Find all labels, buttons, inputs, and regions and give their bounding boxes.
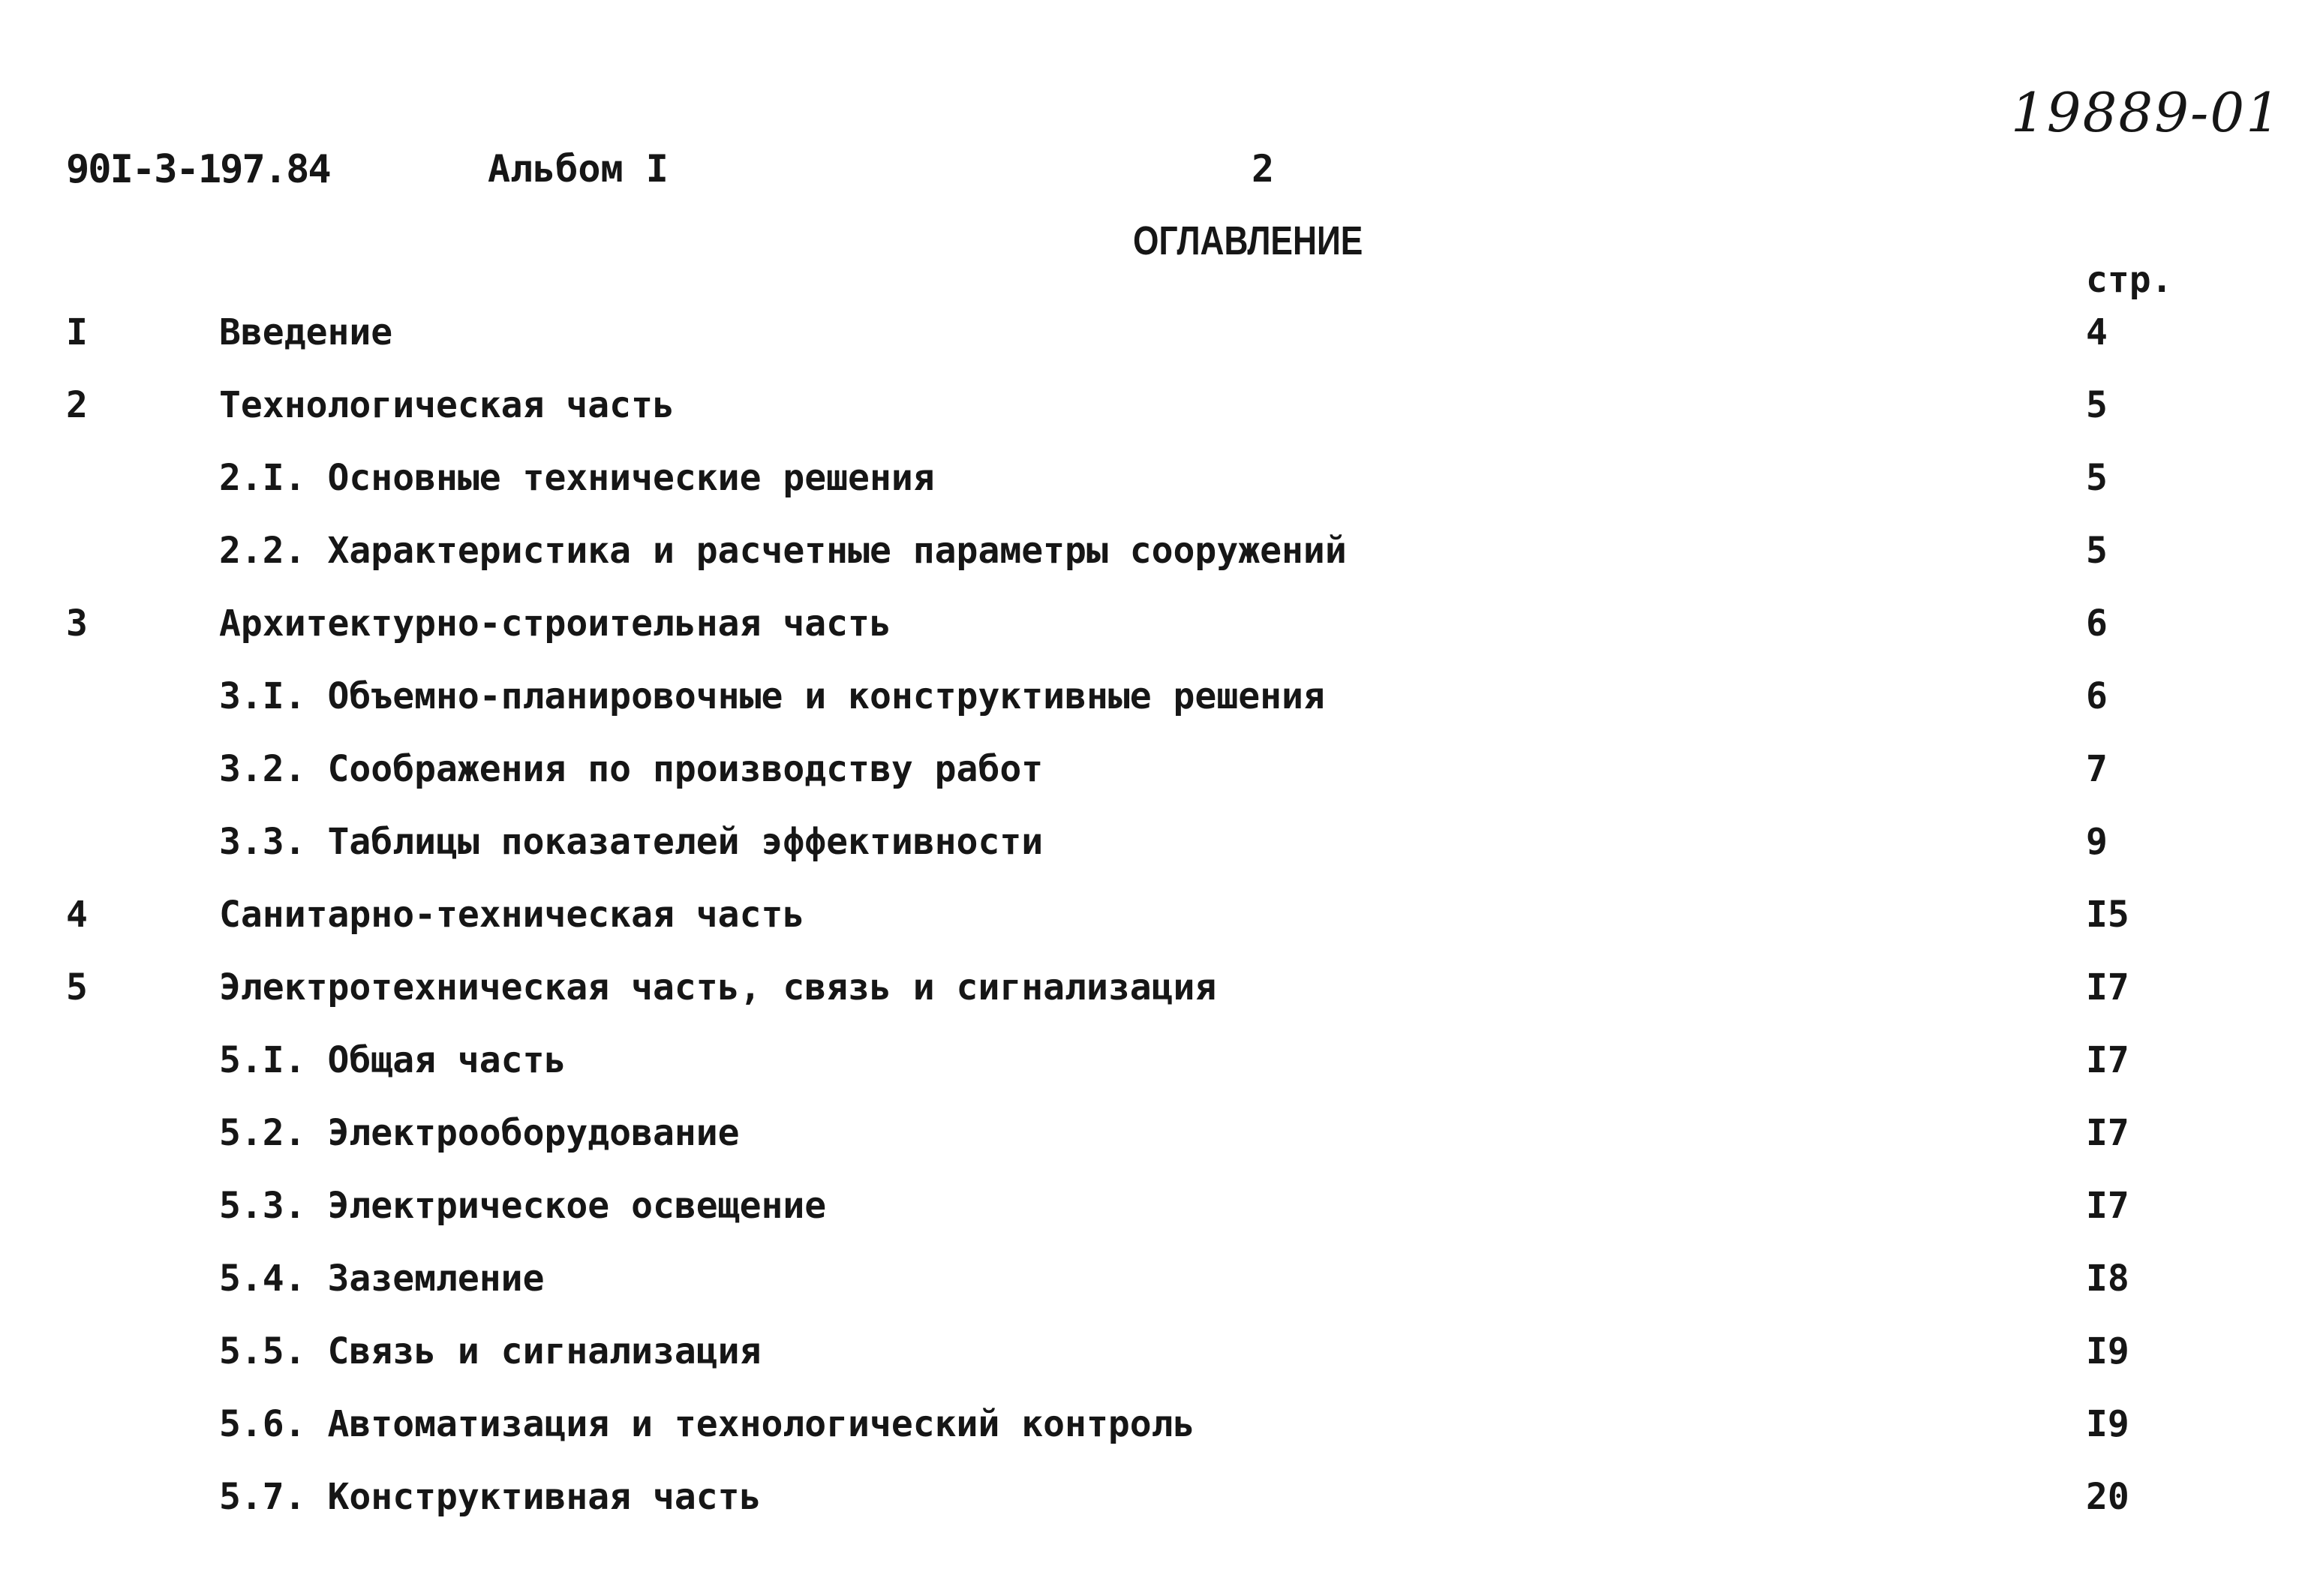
toc-title: ОГЛАВЛЕНИЕ — [1133, 218, 1363, 263]
toc-page-number: I5 — [2086, 894, 2129, 936]
toc-section-title: Введение — [219, 311, 393, 353]
toc-row — [0, 311, 2305, 364]
toc-page-number: 5 — [2086, 530, 2108, 572]
toc-row — [0, 748, 2305, 801]
toc-section-number: I — [66, 311, 88, 353]
toc-row — [0, 675, 2305, 728]
toc-section-title: 3.2. Соображения по производству работ — [219, 748, 1044, 790]
toc-section-number: 3 — [66, 603, 88, 645]
toc-row — [0, 1112, 2305, 1165]
toc-row — [0, 1476, 2305, 1528]
toc-section-number: 2 — [66, 384, 88, 426]
toc-page-number: 4 — [2086, 311, 2108, 353]
toc-section-title: Электротехническая часть, связь и сигнализация — [219, 966, 1217, 1008]
toc-page-number: 6 — [2086, 603, 2108, 645]
toc-section-title: 5.5. Связь и сигнализация — [219, 1330, 762, 1372]
toc-row — [0, 894, 2305, 946]
toc-row — [0, 457, 2305, 509]
toc-section-number: 4 — [66, 894, 88, 936]
toc-page-number: I7 — [2086, 1112, 2129, 1154]
toc-section-title: 5.3. Электрическое освещение — [219, 1185, 827, 1227]
toc-page-number: I7 — [2086, 1039, 2129, 1081]
toc-page-number: 5 — [2086, 457, 2108, 499]
toc-page-number: 5 — [2086, 384, 2108, 426]
toc-row — [0, 1403, 2305, 1456]
toc-section-title: 2.I. Основные технические решения — [219, 457, 935, 499]
toc-row — [0, 1330, 2305, 1383]
toc-row — [0, 1258, 2305, 1310]
toc-row — [0, 384, 2305, 437]
toc-row — [0, 603, 2305, 655]
toc-page-number: I7 — [2086, 1185, 2129, 1227]
toc-section-title: 2.2. Характеристика и расчетные параметры сооружений — [219, 530, 1347, 572]
toc-page-number: I8 — [2086, 1258, 2129, 1300]
toc-row — [0, 1185, 2305, 1237]
toc-section-title: 5.I. Общая часть — [219, 1039, 566, 1081]
page-number: 2 — [1252, 147, 1275, 191]
toc-page-number: 7 — [2086, 748, 2108, 790]
toc-page-number: I9 — [2086, 1403, 2129, 1445]
toc-section-number: 5 — [66, 966, 88, 1008]
toc-page-number: 20 — [2086, 1476, 2129, 1518]
toc-page-number: 6 — [2086, 675, 2108, 717]
toc-row — [0, 1039, 2305, 1092]
toc-row — [0, 821, 2305, 873]
toc-section-title: 3.I. Объемно-планировочные и конструктивные решения — [219, 675, 1325, 717]
album-label: Альбом I — [488, 147, 669, 191]
doc-number: 90I-3-197.84 — [66, 147, 330, 192]
toc-page-number: I9 — [2086, 1330, 2129, 1372]
archive-number: 19889-01 — [2011, 81, 2282, 144]
toc-section-title: 3.3. Таблицы показателей эффективности — [219, 821, 1044, 863]
page-column-header: стр. — [2086, 259, 2173, 301]
toc-page-number: I7 — [2086, 966, 2129, 1008]
toc-section-title: 5.7. Конструктивная часть — [219, 1476, 762, 1518]
toc-row — [0, 530, 2305, 582]
toc-section-title: 5.6. Автоматизация и технологический контроль — [219, 1403, 1195, 1445]
toc-section-title: Технологическая часть — [219, 384, 675, 426]
toc-section-title: Архитектурно-строительная часть — [219, 603, 891, 645]
toc-section-title: 5.2. Электрооборудование — [219, 1112, 740, 1154]
toc-section-title: 5.4. Заземление — [219, 1258, 545, 1300]
toc-row — [0, 966, 2305, 1019]
toc-page-number: 9 — [2086, 821, 2108, 863]
toc-section-title: Санитарно-техническая часть — [219, 894, 805, 936]
